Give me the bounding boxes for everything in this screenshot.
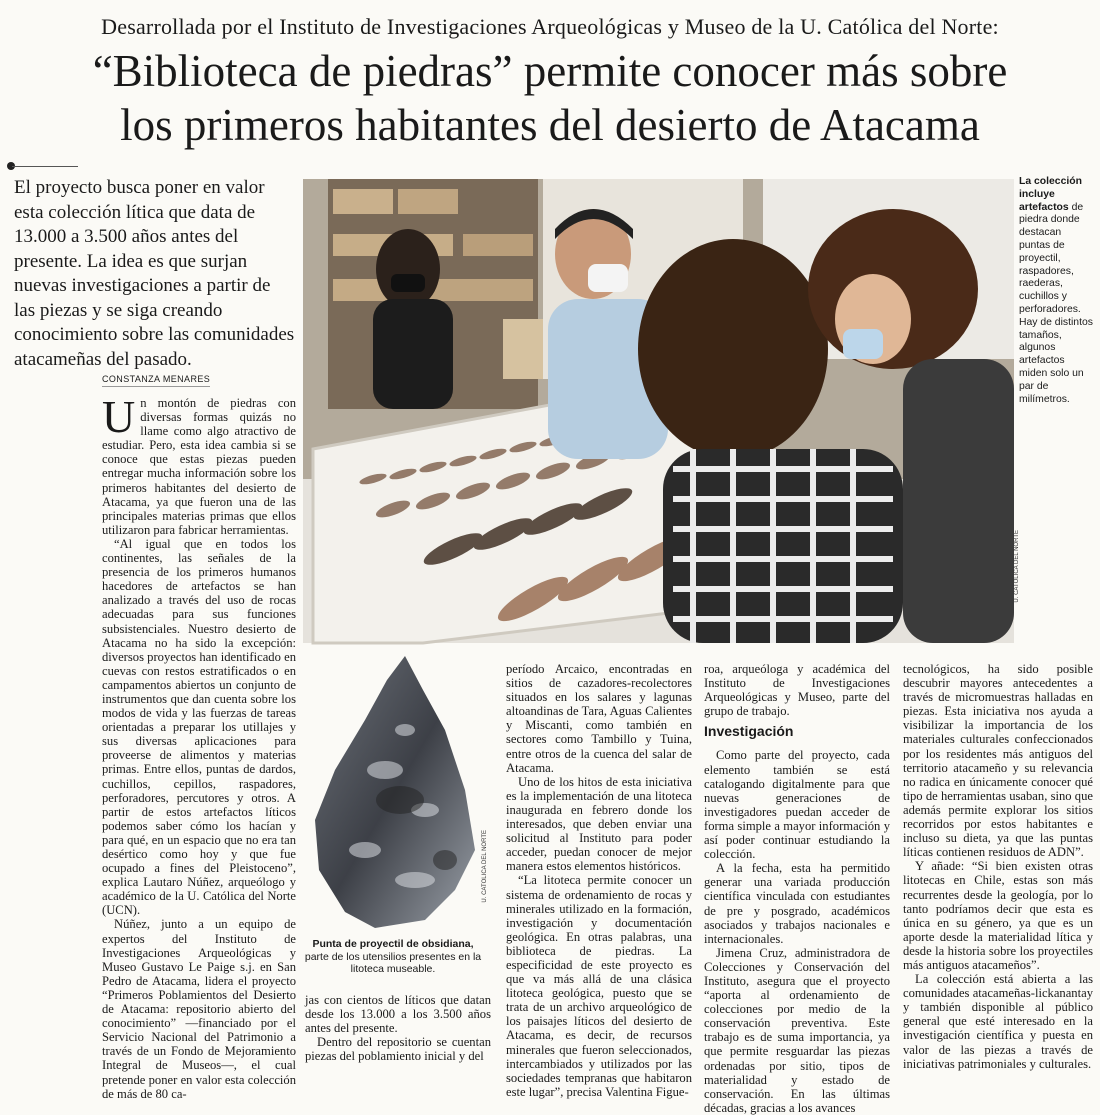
main-photo-credit: U. CATÓLICA DEL NORTE	[1014, 530, 1020, 603]
lead-paragraph: El proyecto busca poner en valor esta colección lítica que data de 13.000 a 3.500 años antes del presente. La idea es que surjan nuevas investigaciones a partir de las piezas y se siga creando conocimiento sobre las comunidades atacameñas del pasado.	[14, 177, 295, 370]
body-column-3	[506, 662, 692, 1099]
body-column-1	[102, 391, 296, 1101]
body-column-5	[903, 662, 1093, 1071]
section-subhead: Investigación	[704, 723, 794, 740]
body-paragraph: Uno de los hitos de esta iniciativa es la implementación de una litoteca inaugurada en febrero donde los interesados, que deben enviar una solicitud al Instituto para poder acceder, puedan conocer de mejor manera estos elementos históricos.	[506, 774, 692, 874]
body-paragraph: “Al igual que en todos los continentes, las señales de la presencia de los primeros humanos hacedores de artefactos se han analizado a través del uso de rocas adecuadas para sus funciones subsistenciales. Nuestro desierto de Atacama no ha sido la excepción: diversos proyectos han identificado en cuevas con restos estratificados o en campamentos abiertos un conjunto de instrumentos que dan cuenta sobre los modos de vida y las fuerzas de tareas orientadas a preparar los utillajes y sus diversas aplicaciones para proveerse de alimentos y materias primas. Entre ellos, puntas de dardos, cuchillos, cepillos, raspadores, perforadores, percutores y otros. A partir de estos artefactos líticos podemos saber cómo los hacían y para qué, en un espacio que no era tan desértico como hoy y que fue ocupado a fines del Pleistoceno”, explica Lautaro Núñez, arqueólogo y académico de la U. Católica del Norte (UCN).	[102, 536, 296, 918]
main-photo	[303, 179, 1014, 643]
body-paragraph	[102, 391, 296, 537]
obsidian-point-caption-bold: Punta de proyectil de obsidiana,	[312, 938, 474, 950]
headline	[0, 44, 1100, 152]
body-paragraph: Jimena Cruz, administradora de Colecciones y Conservación del Instituto, asegura que el proyecto “aporta al ordenamiento de colecciones por medio de la conservación preventiva. Este trabajo es de suma importancia, ya que permite resguardar las piezas ordenadas por sitio, tipos de materialidad y estado de conservación. En las últimas décadas, gracias a los avances	[704, 945, 890, 1115]
obsidian-point-caption-text: parte de los utensilios presentes en la litoteca museable.	[304, 950, 482, 975]
main-photo-caption-text: de piedra donde destacan puntas de proyectil, raspadores, raederas, cuchillos y perforadores. Hay de distintos tamaños, algunos artefactos miden solo un par de milímetros.	[1019, 201, 1093, 405]
body-paragraph: Y añade: “Si bien existen otras litotecas en Chile, estas son más recurrentes desde la geología, por lo tanto podríamos decir que esta es única en su género, ya que es un aporte desde la materialidad lítica y desde la historia sobre los proyectiles más antiguos atacameños”.	[903, 859, 1093, 972]
byline: CONSTANZA MENARES	[102, 374, 210, 387]
body-paragraph: A la fecha, esta ha permitido generar una variada producción científica vinculada con estudiantes de pre y posgrado, académicos asociados y trabajos nacionales e internacionales.	[704, 861, 890, 946]
drop-cap: U	[102, 391, 136, 442]
lead-rule	[12, 166, 78, 167]
body-paragraph: “La litoteca permite conocer un sistema de ordenamiento de rocas y minerales utilizado en la formación, investigación y documentación geológica. En otras palabras, una biblioteca de piedras. La especificidad de este proyecto es que va más allá de una clásica litoteca geológica, puesto que se trata de un archivo arqueológico de los paisajes líticos del desierto de Atacama, es decir, de recursos minerales que fueron seleccionados, intercambiados y utilizados por las sociedades tempranas que habitaron este lugar”, precisa Valentina Figue-	[506, 873, 692, 1099]
main-photo-caption-bold: La colección incluye artefactos	[1019, 176, 1082, 213]
body-paragraph: La colección está abierta a las comunidades atacameñas-lickanantay y también disponible al público general que esté interesado en la investigación científica y puesta en valor de las piezas a través de iniciativas patrimoniales y culturales.	[903, 972, 1093, 1071]
body-paragraph: jas con cientos de líticos que datan desde los 13.000 a los 3.500 años antes del presente.	[305, 993, 491, 1036]
body-paragraph: Dentro del repositorio se cuentan piezas del poblamiento inicial y del	[305, 1035, 491, 1064]
main-photo-illustration	[303, 179, 1014, 643]
obsidian-point-caption	[300, 938, 486, 976]
obsidian-point-photo	[305, 650, 483, 932]
body-paragraph: roa, arqueóloga y académica del Instituto de Investigaciones Arqueológicas y Museo, parte del grupo de trabajo.	[704, 662, 890, 719]
main-photo-caption	[1019, 176, 1095, 406]
body-column-2	[305, 993, 491, 1063]
body-column-4	[704, 662, 890, 1115]
headline-line-2: los primeros habitantes del desierto de Atacama	[120, 100, 980, 150]
body-paragraph: tecnológicos, ha sido posible descubrir mayores antecedentes a través de micromuestras halladas en piezas. Esta iniciativa nos ayuda a visibilizar la importancia de los materiales culturales confeccionados por los residentes más antiguos del territorio atacameño y su relevancia no radica en únicamente conocer qué tipo de herramientas usaban, sino que además permite explorar los sitios recorridos por estos habitantes e incluso su dieta, ya que las puntas líticas contienen residuos de ADN”.	[903, 662, 1093, 860]
obsidian-point-illustration	[305, 650, 483, 932]
obsidian-point-credit: U. CATÓLICA DEL NORTE	[482, 830, 488, 903]
body-paragraph: Núñez, junto a un equipo de expertos del Instituto de Investigaciones Arqueológicas y Museo Gustavo Le Paige s.j. en San Pedro de Atacama, lidera el proyecto “Primeros Poblamientos del Desierto de Atacama: repositorio abierto del conocimiento” —financiado por el Servicio Nacional del Patrimonio a través de un Fondo de Mejoramiento Integral de Museos—, el cual pretende poner en valor esta colección de más de 80 ca-	[102, 917, 296, 1101]
headline-line-1: “Biblioteca de piedras” permite conocer más sobre	[92, 46, 1008, 96]
body-paragraph-text: n montón de piedras con diversas formas quizás no llame como algo atractivo de estudiar. Pero, esta idea cambia si se conoce que estas piezas pueden entregar mucha información sobre los primeros habitantes del desierto de Atacama, ya que fueron una de las principales materias primas que ellos utilizaron para fabricar herramientas.	[102, 396, 296, 537]
kicker: Desarrollada por el Instituto de Investigaciones Arqueológicas y Museo de la U. Católica del Norte:	[101, 14, 999, 39]
body-paragraph: período Arcaico, encontradas en sitios de cazadores-recolectores situados en los salares y lagunas altoandinas de Tara, Aguas Calientes y Miscanti, como también en sectores como Tambillo y Tuina, entre otros de la cuenca del salar de Atacama.	[506, 662, 692, 775]
body-paragraph: Como parte del proyecto, cada elemento también se está catalogando digitalmente para que nuevas generaciones de investigadores puedan acceder de forma simple a mayor información y así poder continuar estudiando la colección.	[704, 748, 890, 862]
